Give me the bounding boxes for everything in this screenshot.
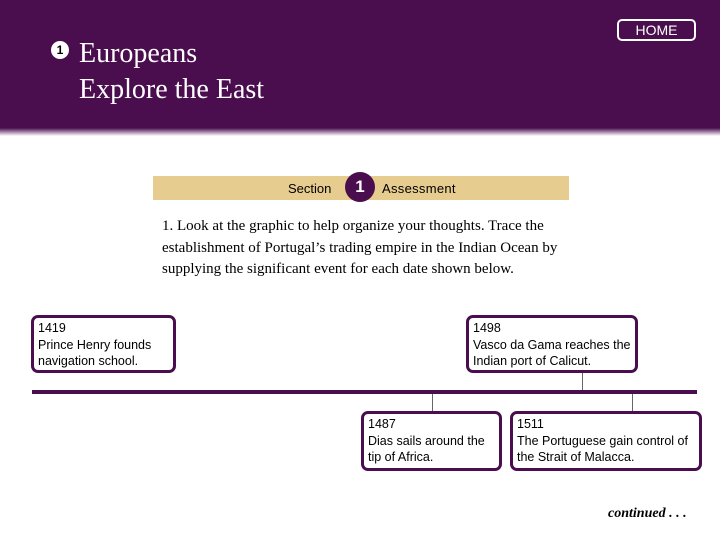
timeline-axis (32, 390, 697, 394)
event-year: 1419 (38, 321, 66, 335)
home-button[interactable]: HOME (617, 19, 696, 41)
timeline-event-box (31, 315, 176, 373)
timeline-event-box (361, 411, 502, 471)
banner-fade (0, 128, 720, 136)
section-number-badge: 1 (51, 41, 69, 59)
page-title-line2: Explore the East (79, 74, 265, 105)
timeline-event-box (510, 411, 702, 471)
event-year: 1498 (473, 321, 501, 335)
assessment-section-number: 1 (345, 172, 375, 202)
timeline-tick-1498 (582, 373, 583, 391)
question-text: 1. Look at the graphic to help organize your thoughts. Trace the establishment of Portugal’s trading empire in the Indian Ocean by supplying the significant event for each date shown below. (162, 218, 558, 277)
event-description: Prince Henry founds navigation school. (38, 337, 152, 368)
timeline-tick-1511 (632, 394, 633, 411)
timeline-event-box (466, 315, 638, 373)
event-description: Dias sails around the tip of Africa. (368, 433, 485, 464)
page-title-line1: Europeans (79, 38, 198, 69)
event-description: Vasco da Gama reaches the Indian port of Calicut. (473, 337, 631, 368)
page-title (79, 36, 264, 108)
event-description: The Portuguese gain control of the Strait of Malacca. (517, 433, 688, 464)
assessment-label: Assessment (382, 181, 456, 196)
assessment-section-label: Section (288, 181, 332, 196)
event-year: 1511 (517, 417, 544, 431)
event-year: 1487 (368, 417, 396, 431)
timeline-tick-1487 (432, 394, 433, 411)
continued-note: continued . . . (608, 506, 687, 521)
